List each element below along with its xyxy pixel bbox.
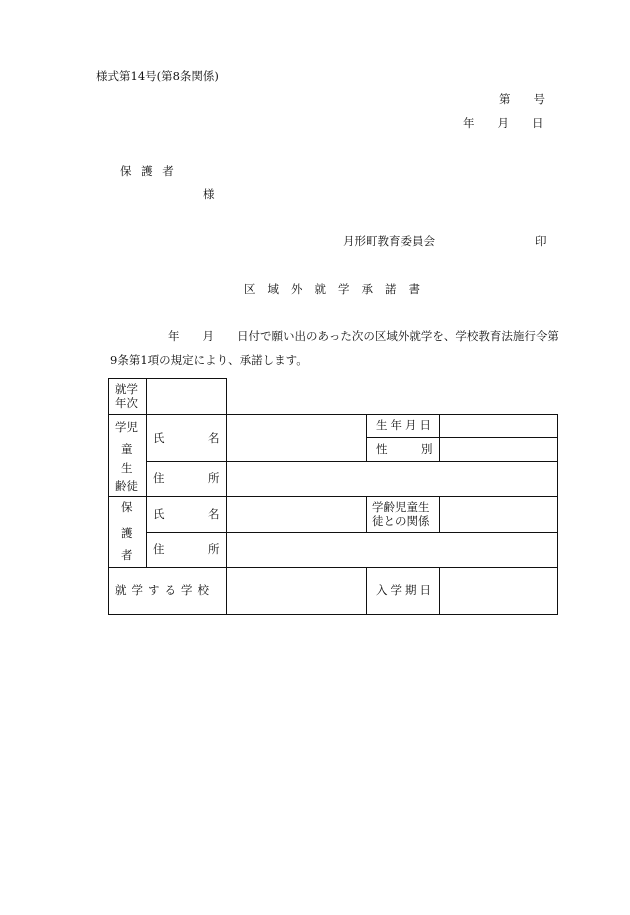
form-number: 様式第14号(第8条関係)	[96, 69, 219, 83]
body-text-line-2: 9条第1項の規定により、承諾します。	[110, 353, 308, 367]
sex-label: 性	[376, 442, 388, 456]
child-label-2: 童	[121, 442, 133, 456]
child-address-value-cell[interactable]	[227, 462, 557, 496]
child-name-value-cell[interactable]	[227, 415, 366, 461]
child-address-label-2: 所	[208, 471, 220, 485]
guardian-address-label-2: 所	[208, 542, 220, 556]
birthdate-value-cell[interactable]	[440, 415, 557, 437]
guardian-name-label-2: 名	[208, 507, 220, 521]
child-label-3: 生	[121, 461, 133, 475]
relation-label-2: 徒との関係	[372, 514, 430, 528]
sex-label-2: 別	[421, 442, 433, 456]
relation-value-cell[interactable]	[440, 497, 557, 532]
seal-mark: 印	[535, 234, 547, 248]
guardian-name-value-cell[interactable]	[227, 497, 366, 532]
document-number-line: 第 号	[499, 92, 545, 106]
body-text-line-1: 年 月 日付で願い出のあった次の区域外就学を、学校教育法施行令第	[168, 329, 559, 343]
child-address-label: 住	[153, 471, 165, 485]
guardian-address-value-cell[interactable]	[227, 533, 557, 567]
enrollment-table	[108, 378, 558, 615]
guardian-label: 保	[121, 500, 133, 514]
issuer-name: 月形町教育委員会	[343, 234, 435, 248]
grade-label-2: 年次	[115, 396, 138, 410]
date-line: 年 月 日	[463, 116, 544, 130]
child-name-label: 氏	[153, 431, 165, 445]
document-title: 区域外就学承諾書	[244, 282, 432, 296]
sex-value-cell[interactable]	[440, 438, 557, 461]
child-name-label-2: 名	[208, 431, 220, 445]
child-label: 学児	[115, 420, 138, 434]
relation-label: 学齢児童生	[372, 500, 430, 514]
entry-date-value-cell[interactable]	[440, 568, 557, 614]
guardian-address-label: 住	[153, 542, 165, 556]
guardian-name-label: 氏	[153, 507, 165, 521]
guardian-addressee: 保 護 者	[120, 164, 177, 178]
grade-value-cell[interactable]	[147, 379, 226, 414]
child-label-4: 齢徒	[115, 479, 138, 493]
guardian-label-3: 者	[121, 548, 133, 562]
school-label: 就学する学校	[115, 583, 214, 597]
birthdate-label: 生年月日	[376, 418, 434, 432]
grade-label: 就学	[115, 382, 138, 396]
honorific-sama: 様	[203, 187, 215, 201]
entry-date-label: 入学期日	[376, 583, 434, 597]
guardian-label-2: 護	[121, 526, 133, 540]
school-value-cell[interactable]	[227, 568, 366, 614]
